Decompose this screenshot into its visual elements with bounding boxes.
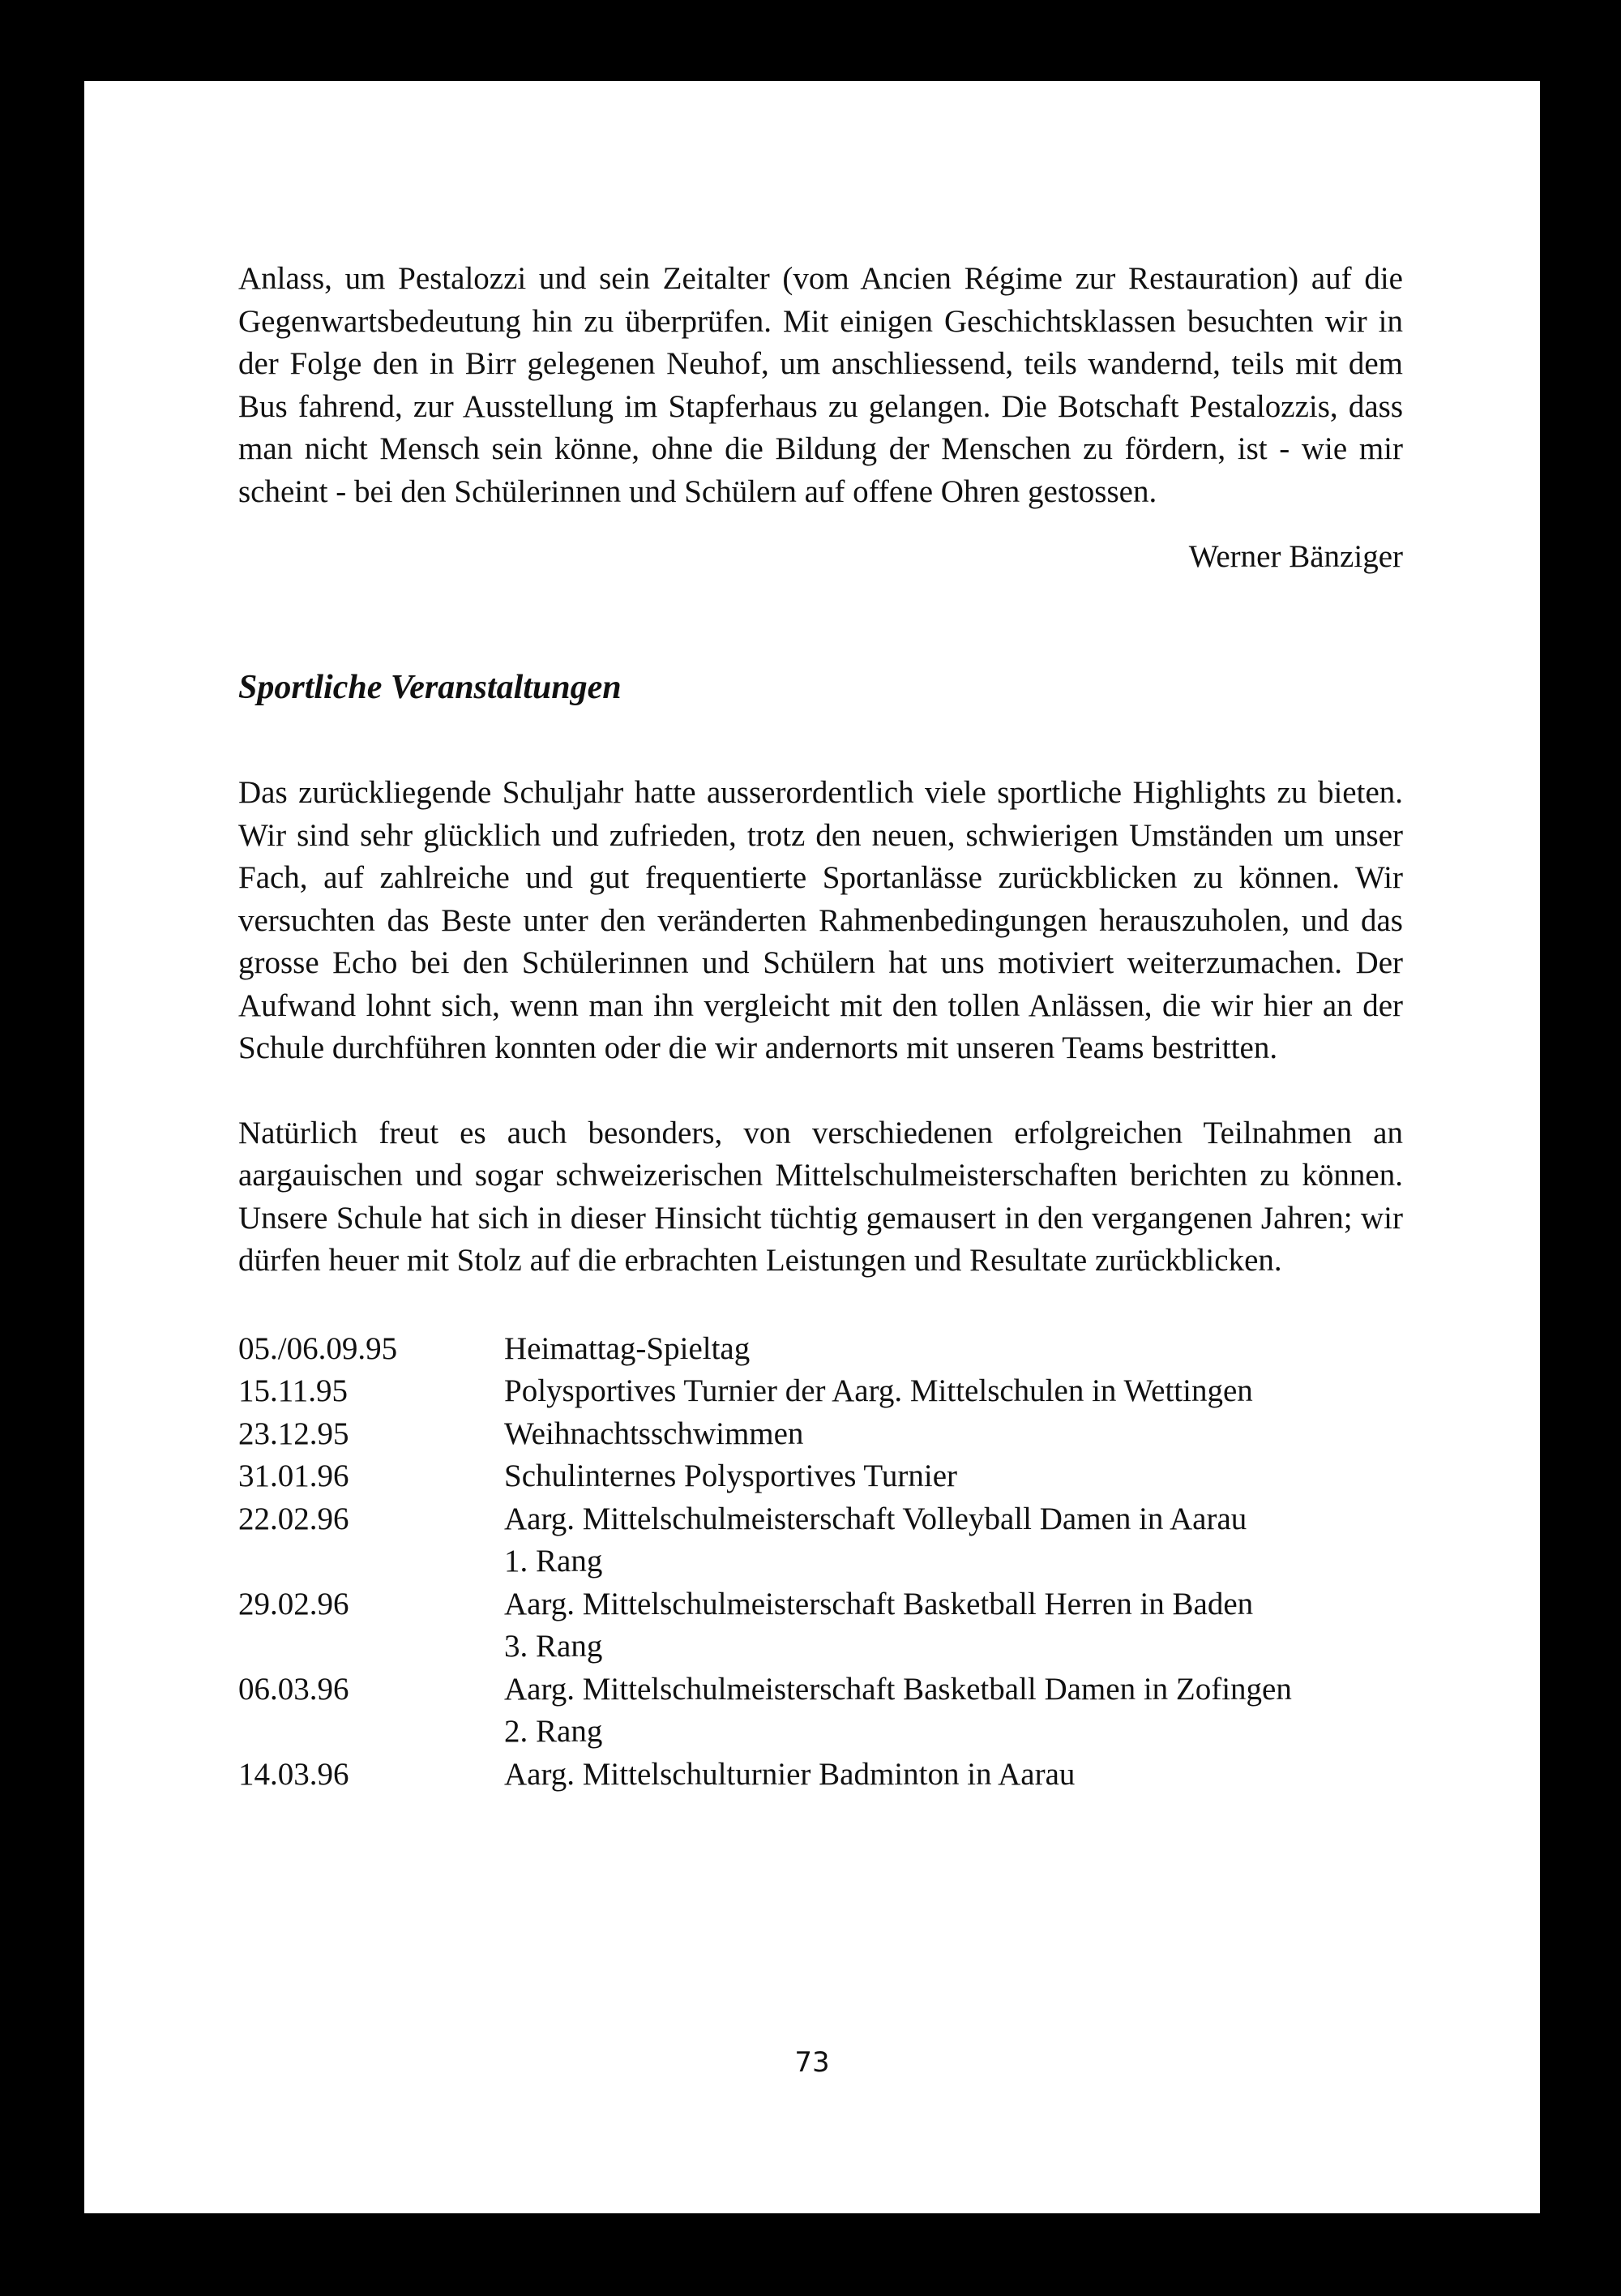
event-result: 3. Rang [504, 1629, 603, 1664]
events-list [238, 1328, 1403, 1797]
event-date: 05./06.09.95 [238, 1330, 398, 1366]
event-date: 23.12.95 [238, 1416, 349, 1451]
event-date: 22.02.96 [238, 1501, 349, 1536]
section-heading: Sportliche Veranstaltungen [238, 668, 622, 706]
event-row [238, 1583, 1403, 1668]
sports-paragraph-2: Natürlich freut es auch besonders, von verschiedenen erfolgreichen Teilnahmen an aargauischen und sogar schweizerischen Mittelschulmeisterschaften berichten zu können. Unsere Schule hat sich in dieser Hinsicht tüchtig gemausert in den vergangenen Jahren; wir dürfen heuer mit Stolz auf die erbrachten Leistungen und Resultate zurückblicken. [238, 1115, 1403, 1278]
event-description: Weihnachtsschwimmen [504, 1416, 804, 1451]
event-description [504, 1668, 1403, 1754]
event-row [238, 1668, 1403, 1754]
event-date: 15.11.95 [238, 1373, 349, 1408]
event-date: 29.02.96 [238, 1586, 349, 1621]
event-row [238, 1328, 1403, 1371]
event-description [504, 1583, 1403, 1668]
event-row [238, 1413, 1403, 1456]
page-content [238, 258, 1403, 1796]
event-row [238, 1754, 1403, 1797]
event-row [238, 1498, 1403, 1583]
event-date: 06.03.96 [238, 1671, 349, 1707]
event-description: Aarg. Mittelschulturnier Badminton in Aarau [504, 1756, 1076, 1792]
event-description: Polysportives Turnier der Aarg. Mittelschulen in Wettingen [504, 1373, 1253, 1408]
event-description: Schulinternes Polysportives Turnier [504, 1459, 958, 1493]
event-row [238, 1370, 1403, 1413]
event-date: 31.01.96 [238, 1459, 349, 1493]
event-result: 1. Rang [504, 1544, 603, 1578]
event-title: Aarg. Mittelschulmeisterschaft Basketball Herren in Baden [504, 1586, 1254, 1621]
intro-paragraph: Anlass, um Pestalozzi und sein Zeitalter (vom Ancien Régime zur Restauration) auf die Gegenwartsbedeutung hin zu überprüfen. Mit einigen Geschichtsklassen besuchten wir in der Folge den in Birr gelegenen Neuhof, um anschliessend, teils wandernd, teils mit dem Bus fahrend, zur Ausstellung im Stapferhaus zu gelangen. Die Botschaft Pestalozzis, dass man nicht Mensch sein könne, ohne die Bildung der Menschen zu fördern, ist - wie mir scheint - bei den Schülerinnen und Schülern auf offene Ohren gestossen. [238, 261, 1403, 509]
author-signature: Werner Bänziger [1188, 539, 1403, 574]
event-title: Aarg. Mittelschulmeisterschaft Basketball Damen in Zofingen [504, 1671, 1292, 1707]
event-result: 2. Rang [504, 1714, 603, 1749]
document-page [84, 81, 1540, 2213]
event-title: Aarg. Mittelschulmeisterschaft Volleyball Damen in Aarau [504, 1501, 1247, 1536]
sports-paragraph-1: Das zurückliegende Schuljahr hatte ausserordentlich viele sportliche Highlights zu bieten. Wir sind sehr glücklich und zufrieden, trotz den neuen, schwierigen Umständen um unser Fach, auf zahlreiche und gut frequentierte Sportanlässe zurückblicken zu können. Wir versuchten das Beste unter den veränderten Rahmenbedingungen herauszuholen, und das grosse Echo bei den Schülerinnen und Schülern hat uns motiviert weiterzumachen. Der Aufwand lohnt sich, wenn man ihn vergleicht mit den tollen Anlässen, die wir hier an der Schule durchführen konnten oder die wir andernorts mit unseren Teams bestritten. [238, 775, 1403, 1065]
event-date: 14.03.96 [238, 1756, 349, 1792]
event-row [238, 1455, 1403, 1498]
event-description [504, 1498, 1403, 1583]
page-number: 73 [794, 2046, 830, 2079]
event-description: Heimattag-Spieltag [504, 1330, 751, 1366]
